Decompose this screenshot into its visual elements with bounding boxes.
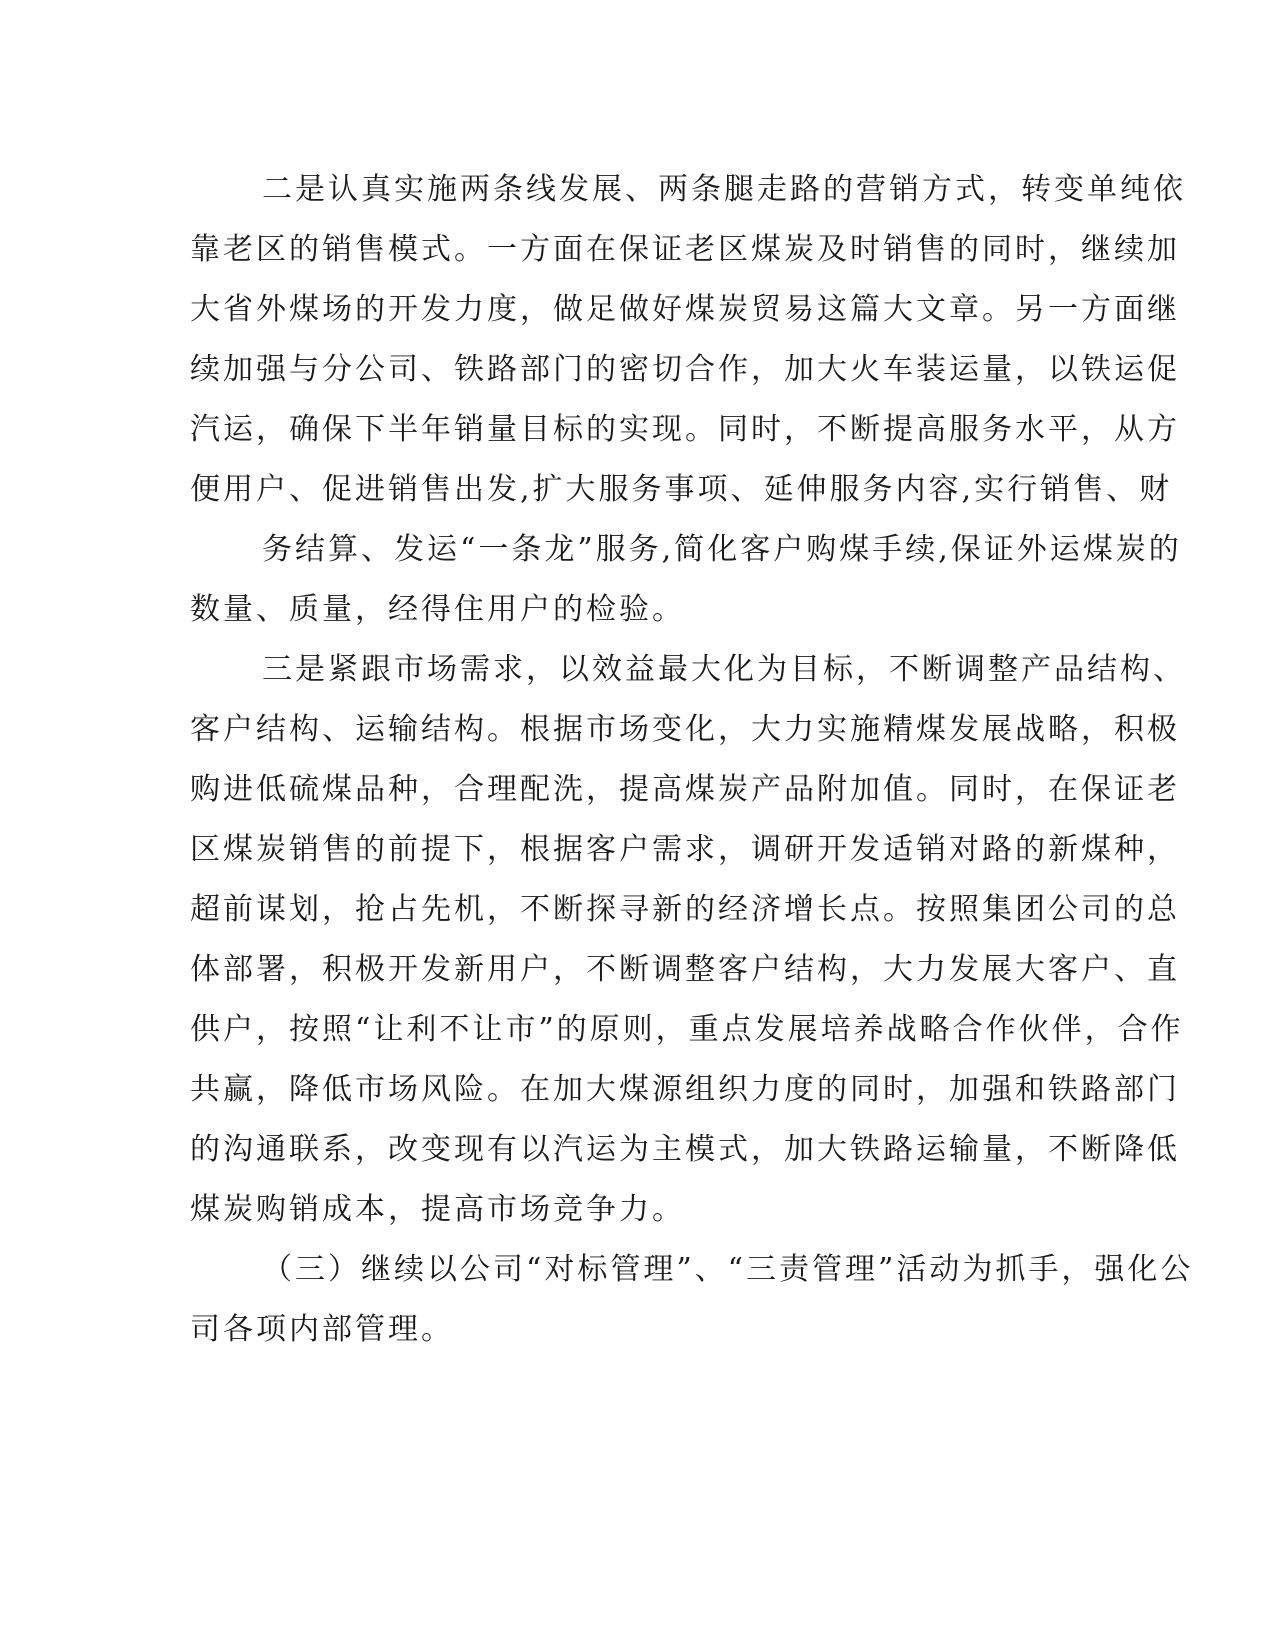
paragraph-2-line-8: 数量、质量，经得住用户的检验。 (190, 592, 685, 627)
paragraph-2-line-6: 便用户、促进销售出发,扩大服务事项、延伸服务内容,实行销售、财 (190, 472, 1173, 507)
document-body (190, 160, 1194, 1360)
paragraph-3-line-2: 客户结构、运输结构。根据市场变化，大力实施精煤发展战略，积极 (190, 712, 1180, 747)
paragraph-3-line-4: 区煤炭销售的前提下，根据客户需求，调研开发适销对路的新煤种， (190, 832, 1180, 867)
paragraph-2-line-4: 续加强与分公司、铁路部门的密切合作，加大火车装运量，以铁运促 (190, 352, 1180, 387)
paragraph-2-line-3: 大省外煤场的开发力度，做足做好煤炭贸易这篇大文章。另一方面继 (190, 292, 1180, 327)
paragraph-3-line-6: 体部署，积极开发新用户，不断调整客户结构，大力发展大客户、直 (190, 952, 1180, 987)
paragraph-3-line-9: 的沟通联系，改变现有以汽运为主模式，加大铁路运输量，不断降低 (190, 1132, 1180, 1167)
paragraph-2-line-1: 二是认真实施两条线发展、两条腿走路的营销方式，转变单纯依 (262, 172, 1186, 207)
paragraph-3-line-7: 供户，按照“让利不让市”的原则，重点发展培养战略合作伙伴，合作 (190, 1012, 1184, 1047)
paragraph-2-line-5: 汽运，确保下半年销量目标的实现。同时，不断提高服务水平，从方 (190, 412, 1180, 447)
paragraph-3-line-1: 三是紧跟市场需求，以效益最大化为目标，不断调整产品结构、 (262, 652, 1186, 687)
section-heading-line-2: 司各项内部管理。 (190, 1312, 454, 1347)
paragraph-2-line-2: 靠老区的销售模式。一方面在保证老区煤炭及时销售的同时，继续加 (190, 232, 1180, 267)
paragraph-3-line-8: 共赢，降低市场风险。在加大煤源组织力度的同时，加强和铁路部门 (190, 1072, 1180, 1107)
paragraph-2-line-7: 务结算、发运“一条龙”服务,简化客户购煤手续,保证外运煤炭的 (262, 532, 1182, 567)
paragraph-3-line-10: 煤炭购销成本，提高市场竞争力。 (190, 1192, 685, 1227)
section-heading-line-1: （三）继续以公司“对标管理”、“三责管理”活动为抓手，强化公 (262, 1252, 1194, 1287)
paragraph-3-line-5: 超前谋划，抢占先机，不断探寻新的经济增长点。按照集团公司的总 (190, 892, 1180, 927)
paragraph-3-line-3: 购进低硫煤品种，合理配洗，提高煤炭产品附加值。同时，在保证老 (190, 772, 1180, 807)
